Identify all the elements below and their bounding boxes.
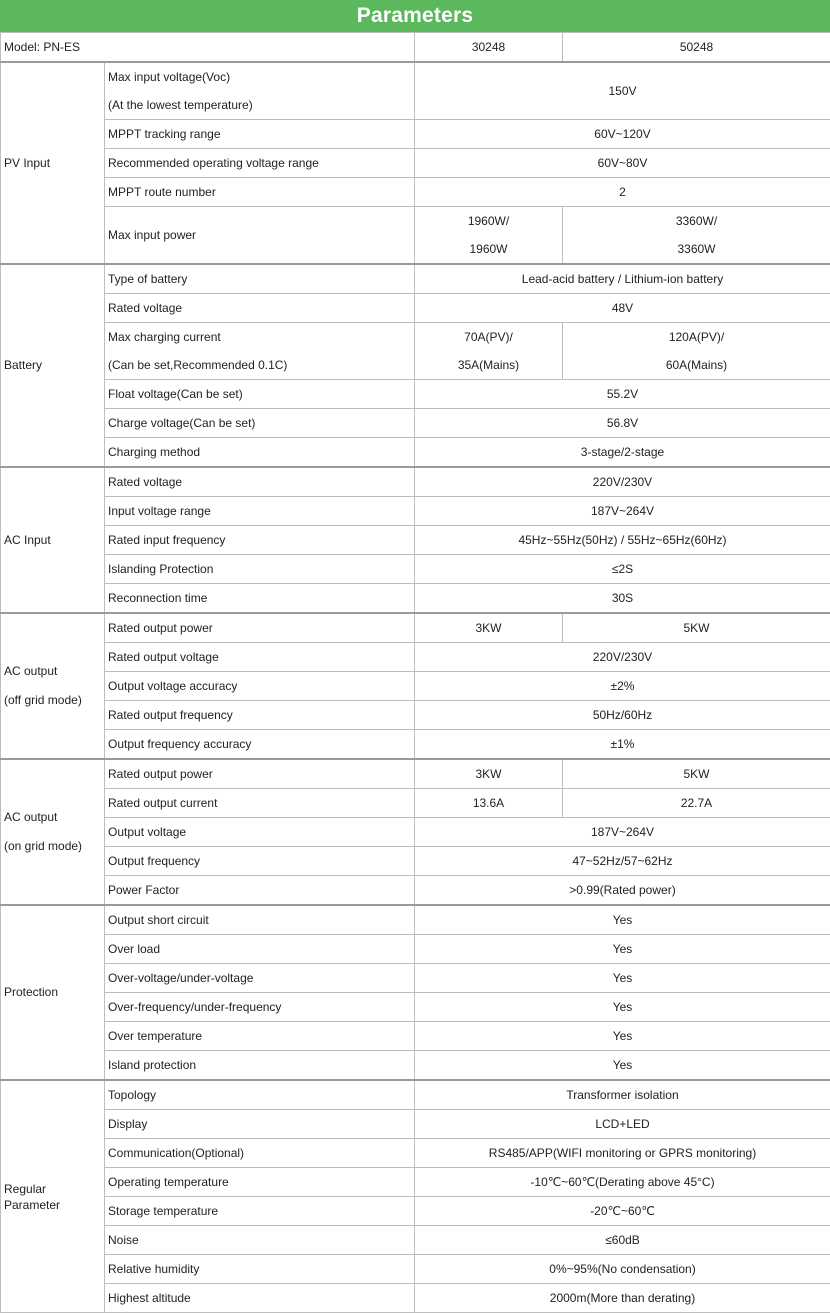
shared-value: ±2% xyxy=(415,672,830,701)
shared-value: 60V~120V xyxy=(415,120,830,149)
parameter-label xyxy=(105,876,415,906)
parameter-label xyxy=(105,1110,415,1139)
value-line: 1960W/ xyxy=(418,207,559,235)
group-name-line: (on grid mode) xyxy=(4,832,101,861)
parameter-label xyxy=(105,584,415,614)
parameter-label xyxy=(105,818,415,847)
parameter-label xyxy=(105,672,415,701)
table-row xyxy=(1,467,830,497)
parameter-label-line: Input voltage range xyxy=(108,497,411,525)
parameter-label xyxy=(105,1139,415,1168)
parameter-label-line: Over-voltage/under-voltage xyxy=(108,964,411,992)
parameter-label xyxy=(105,905,415,935)
table-row xyxy=(1,1255,830,1284)
parameter-label-line: Output short circuit xyxy=(108,906,411,934)
parameter-label xyxy=(105,730,415,760)
parameter-label xyxy=(105,149,415,178)
group-protection xyxy=(1,905,105,1080)
parameter-label xyxy=(105,294,415,323)
table-row xyxy=(1,672,830,701)
value-line: 1960W xyxy=(418,235,559,263)
parameter-label-line: Rated input frequency xyxy=(108,526,411,554)
parameter-label xyxy=(105,701,415,730)
parameter-label-line: Topology xyxy=(108,1081,411,1109)
group-pv-input xyxy=(1,62,105,264)
value-line: 70A(PV)/ xyxy=(418,323,559,351)
table-row xyxy=(1,964,830,993)
shared-value: 2 xyxy=(415,178,830,207)
table-row xyxy=(1,993,830,1022)
shared-value: 220V/230V xyxy=(415,643,830,672)
parameter-label-line: Over-frequency/under-frequency xyxy=(108,993,411,1021)
parameters-table-body xyxy=(1,33,830,1313)
model-value-30248 xyxy=(415,759,563,789)
shared-value: 3-stage/2-stage xyxy=(415,438,830,468)
table-row xyxy=(1,1080,830,1110)
value-line: 3360W xyxy=(566,235,827,263)
parameter-label-line: Recommended operating voltage range xyxy=(108,149,411,177)
model-value-50248 xyxy=(563,789,830,818)
table-row xyxy=(1,818,830,847)
table-row xyxy=(1,178,830,207)
table-row xyxy=(1,438,830,468)
shared-value: 56.8V xyxy=(415,409,830,438)
table-row xyxy=(1,120,830,149)
parameter-label xyxy=(105,993,415,1022)
shared-value: -10℃~60℃(Derating above 45°C) xyxy=(415,1168,830,1197)
parameter-label-line: Island protection xyxy=(108,1051,411,1079)
value-line: 5KW xyxy=(566,760,827,788)
parameter-label xyxy=(105,264,415,294)
shared-value: Yes xyxy=(415,1051,830,1081)
parameter-label xyxy=(105,1255,415,1284)
parameter-label xyxy=(105,1226,415,1255)
parameter-label-line: Communication(Optional) xyxy=(108,1139,411,1167)
group-ac-input xyxy=(1,467,105,613)
table-row xyxy=(1,294,830,323)
group-regular-parameter xyxy=(1,1080,105,1313)
table-row xyxy=(1,789,830,818)
model-header-row xyxy=(1,33,830,63)
parameter-label-line: Rated output current xyxy=(108,789,411,817)
group-name-line: Battery xyxy=(4,351,101,380)
parameter-label xyxy=(105,438,415,468)
table-row xyxy=(1,643,830,672)
shared-value: -20℃~60℃ xyxy=(415,1197,830,1226)
shared-value: 50Hz/60Hz xyxy=(415,701,830,730)
parameter-label-line: Rated output frequency xyxy=(108,701,411,729)
value-line: 3360W/ xyxy=(566,207,827,235)
shared-value: Yes xyxy=(415,905,830,935)
parameter-label-line: Islanding Protection xyxy=(108,555,411,583)
model-30248: 30248 xyxy=(415,33,563,63)
value-line: 3KW xyxy=(418,614,559,642)
parameter-label-line: Rated output power xyxy=(108,614,411,642)
parameter-label-line: Rated output power xyxy=(108,760,411,788)
parameter-label-line: Noise xyxy=(108,1226,411,1254)
parameter-label-line: Relative humidity xyxy=(108,1255,411,1283)
table-row xyxy=(1,149,830,178)
parameter-label xyxy=(105,964,415,993)
group-name-line: PV Input xyxy=(4,149,101,178)
shared-value: 2000m(More than derating) xyxy=(415,1284,830,1313)
parameter-label xyxy=(105,1051,415,1081)
parameter-label-line: Reconnection time xyxy=(108,584,411,612)
shared-value: Yes xyxy=(415,993,830,1022)
table-row xyxy=(1,847,830,876)
parameter-label-line: Rated voltage xyxy=(108,294,411,322)
title-bar xyxy=(0,0,830,33)
parameter-label-line: Type of battery xyxy=(108,265,411,293)
shared-value: ≤2S xyxy=(415,555,830,584)
parameter-label xyxy=(105,409,415,438)
model-value-30248 xyxy=(415,789,563,818)
parameter-label-line: Max input voltage(Voc) xyxy=(108,63,411,91)
parameter-label-line: Rated voltage xyxy=(108,468,411,496)
model-value-50248 xyxy=(563,759,830,789)
shared-value: >0.99(Rated power) xyxy=(415,876,830,906)
table-row xyxy=(1,905,830,935)
parameter-label-line: Over load xyxy=(108,935,411,963)
parameter-label xyxy=(105,759,415,789)
parameter-label-line: Storage temperature xyxy=(108,1197,411,1225)
group-name-line: Protection xyxy=(4,978,101,1007)
table-row xyxy=(1,526,830,555)
parameter-label-line: MPPT route number xyxy=(108,178,411,206)
parameter-label-line: (At the lowest temperature) xyxy=(108,91,411,119)
parameter-label xyxy=(105,643,415,672)
parameter-label xyxy=(105,380,415,409)
table-row xyxy=(1,613,830,643)
parameter-label xyxy=(105,207,415,265)
shared-value: 45Hz~55Hz(50Hz) / 55Hz~65Hz(60Hz) xyxy=(415,526,830,555)
group-name-line: AC output xyxy=(4,657,101,686)
table-row xyxy=(1,1139,830,1168)
group-name-line: AC output xyxy=(4,803,101,832)
parameter-label-line: Charging method xyxy=(108,438,411,466)
table-row xyxy=(1,1168,830,1197)
shared-value: 30S xyxy=(415,584,830,614)
table-row xyxy=(1,264,830,294)
shared-value: 187V~264V xyxy=(415,497,830,526)
model-value-30248 xyxy=(415,323,563,380)
table-row xyxy=(1,584,830,614)
parameter-label xyxy=(105,1080,415,1110)
parameter-label xyxy=(105,1284,415,1313)
shared-value: 47~52Hz/57~62Hz xyxy=(415,847,830,876)
shared-value: Lead-acid battery / Lithium-ion battery xyxy=(415,264,830,294)
group-name-line: (off grid mode) xyxy=(4,686,101,715)
shared-value: 55.2V xyxy=(415,380,830,409)
parameter-label-line: Over temperature xyxy=(108,1022,411,1050)
page-title: Parameters xyxy=(357,4,473,28)
value-line: 5KW xyxy=(566,614,827,642)
parameter-label-line: Max charging current xyxy=(108,323,411,351)
parameter-label xyxy=(105,1197,415,1226)
parameter-label-line: Power Factor xyxy=(108,876,411,904)
parameter-label xyxy=(105,323,415,380)
model-50248: 50248 xyxy=(563,33,830,63)
parameter-label xyxy=(105,120,415,149)
group-name-line: AC Input xyxy=(4,526,101,555)
parameter-label-line: Output voltage accuracy xyxy=(108,672,411,700)
table-row xyxy=(1,730,830,760)
shared-value: Yes xyxy=(415,964,830,993)
parameter-label-line: MPPT tracking range xyxy=(108,120,411,148)
shared-value: Yes xyxy=(415,1022,830,1051)
table-row xyxy=(1,1284,830,1313)
table-row xyxy=(1,701,830,730)
parameter-label-line: Highest altitude xyxy=(108,1284,411,1312)
parameter-label xyxy=(105,178,415,207)
parameter-label xyxy=(105,847,415,876)
parameter-label-line: Operating temperature xyxy=(108,1168,411,1196)
parameter-label xyxy=(105,789,415,818)
group-name-line: Parameter xyxy=(4,1197,101,1213)
parameter-label xyxy=(105,526,415,555)
shared-value: Transformer isolation xyxy=(415,1080,830,1110)
group-battery xyxy=(1,264,105,467)
value-line: 3KW xyxy=(418,760,559,788)
table-row xyxy=(1,1022,830,1051)
shared-value: Yes xyxy=(415,935,830,964)
model-value-30248 xyxy=(415,207,563,265)
table-row xyxy=(1,1226,830,1255)
model-label: Model: PN-ES xyxy=(1,33,415,63)
table-row xyxy=(1,555,830,584)
parameter-label xyxy=(105,555,415,584)
shared-value: 187V~264V xyxy=(415,818,830,847)
shared-value: 48V xyxy=(415,294,830,323)
shared-value: 220V/230V xyxy=(415,467,830,497)
table-row xyxy=(1,207,830,265)
value-line: 120A(PV)/ xyxy=(566,323,827,351)
parameter-label xyxy=(105,935,415,964)
parameter-label xyxy=(105,467,415,497)
model-value-30248 xyxy=(415,613,563,643)
value-line: 60A(Mains) xyxy=(566,351,827,379)
group-ac-output-off-grid-mode xyxy=(1,613,105,759)
parameter-label xyxy=(105,62,415,120)
parameter-label xyxy=(105,497,415,526)
table-row xyxy=(1,876,830,906)
parameter-label-line: Max input power xyxy=(108,221,411,249)
parameter-label-line: (Can be set,Recommended 0.1C) xyxy=(108,351,411,379)
shared-value: ≤60dB xyxy=(415,1226,830,1255)
model-value-50248 xyxy=(563,613,830,643)
parameter-label xyxy=(105,1022,415,1051)
value-line: 35A(Mains) xyxy=(418,351,559,379)
table-row xyxy=(1,1051,830,1081)
shared-value: ±1% xyxy=(415,730,830,760)
shared-value: 0%~95%(No condensation) xyxy=(415,1255,830,1284)
table-row xyxy=(1,62,830,120)
group-ac-output-on-grid-mode xyxy=(1,759,105,905)
shared-value: 150V xyxy=(415,62,830,120)
value-line: 22.7A xyxy=(566,789,827,817)
table-row xyxy=(1,380,830,409)
parameters-table xyxy=(0,32,830,1313)
shared-value: RS485/APP(WIFI monitoring or GPRS monitoring) xyxy=(415,1139,830,1168)
value-line: 13.6A xyxy=(418,789,559,817)
model-value-50248 xyxy=(563,323,830,380)
group-name-line: Regular xyxy=(4,1181,101,1197)
table-row xyxy=(1,759,830,789)
parameter-label-line: Rated output voltage xyxy=(108,643,411,671)
table-row xyxy=(1,1197,830,1226)
parameter-label xyxy=(105,1168,415,1197)
parameter-label-line: Float voltage(Can be set) xyxy=(108,380,411,408)
model-value-50248 xyxy=(563,207,830,265)
parameter-label-line: Output frequency xyxy=(108,847,411,875)
table-row xyxy=(1,323,830,380)
table-row xyxy=(1,497,830,526)
table-row xyxy=(1,1110,830,1139)
shared-value: LCD+LED xyxy=(415,1110,830,1139)
parameter-label-line: Output frequency accuracy xyxy=(108,730,411,758)
parameter-label xyxy=(105,613,415,643)
table-row xyxy=(1,935,830,964)
parameter-label-line: Charge voltage(Can be set) xyxy=(108,409,411,437)
parameter-label-line: Display xyxy=(108,1110,411,1138)
parameter-label-line: Output voltage xyxy=(108,818,411,846)
table-row xyxy=(1,409,830,438)
shared-value: 60V~80V xyxy=(415,149,830,178)
